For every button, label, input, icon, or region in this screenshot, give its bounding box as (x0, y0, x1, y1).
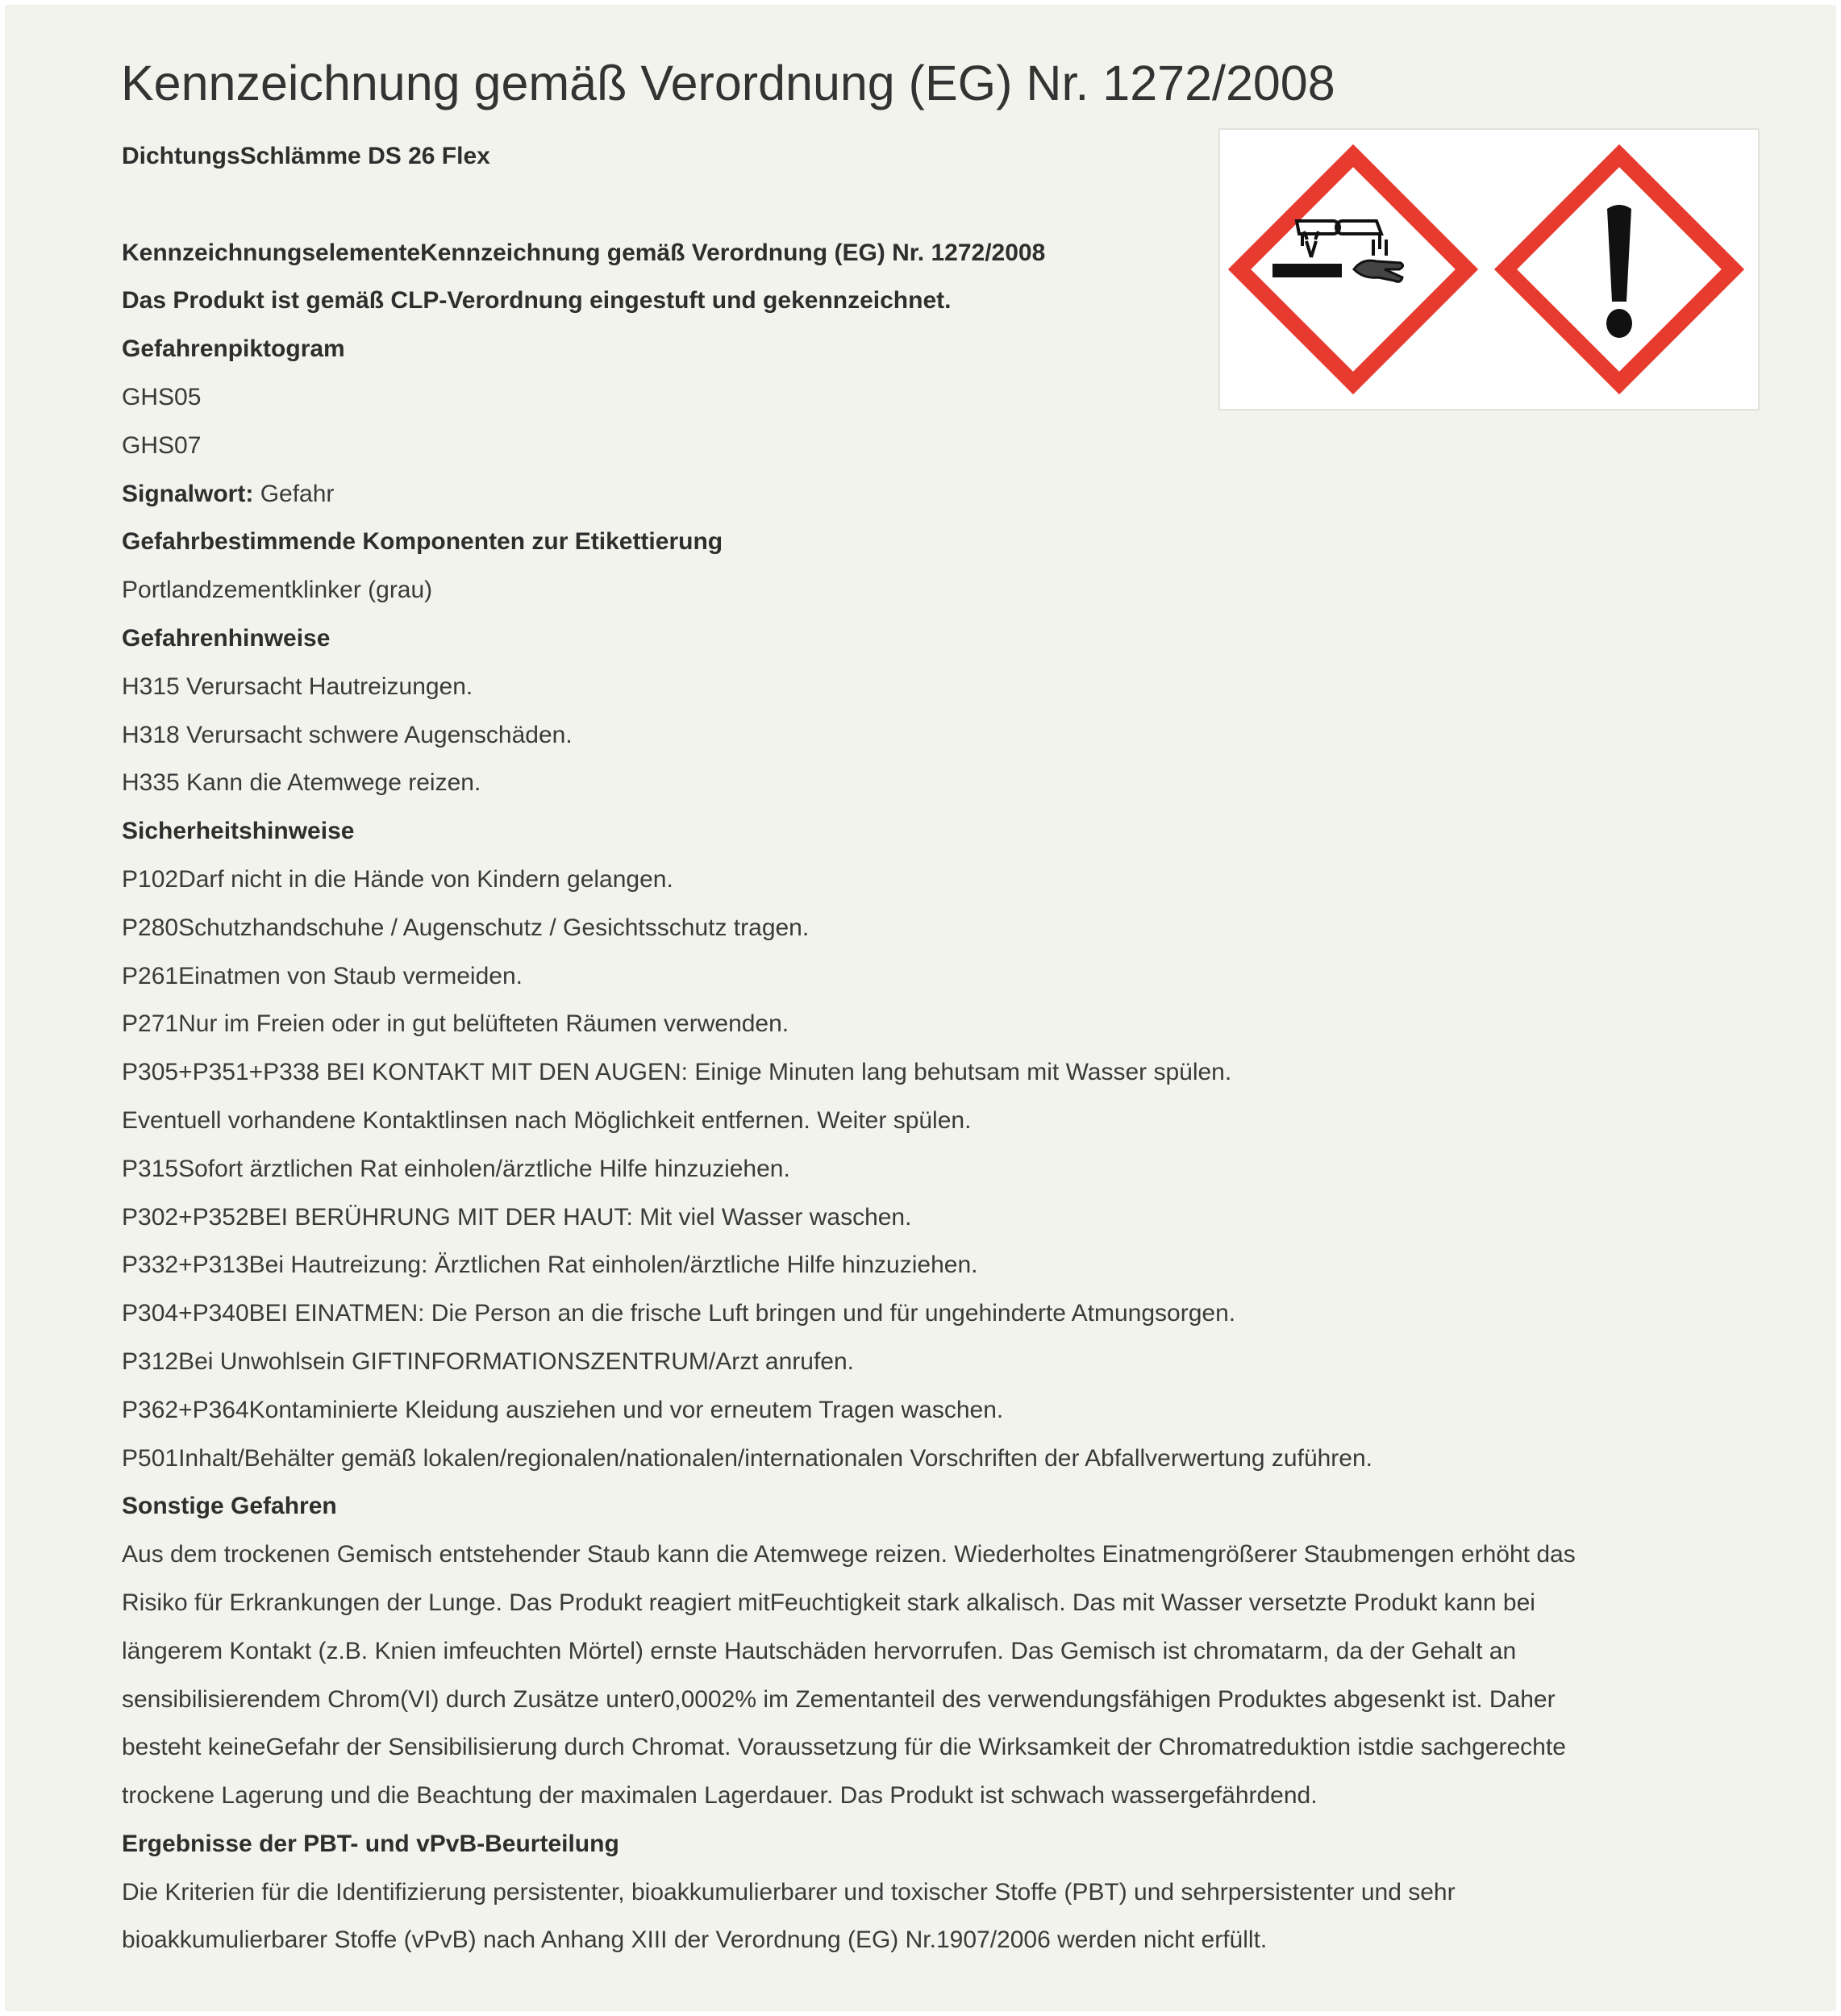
page-title: Kennzeichnung gemäß Verordnung (EG) Nr. 1272/2008 (121, 56, 1335, 110)
precaution-statement: P501Inhalt/Behälter gemäß lokalen/regionalen/nationalen/internationalen Vorschriften der Abfallverwertung zuführen. (122, 1444, 1373, 1472)
pictogram-code: GHS07 (122, 431, 202, 459)
signal-word (122, 470, 1751, 519)
precaution-statement: P302+P352BEI BERÜHRUNG MIT DER HAUT: Mit viel Wasser waschen. (122, 1203, 912, 1231)
other-hazards-text: Aus dem trockenen Gemisch entstehender Staub kann die Atemwege reizen. Wiederholtes Einatmengrößerer Staubmengen erhöht das (122, 1541, 1576, 1568)
pbt-text: Die Kriterien für die Identifizierung persistenter, bioakkumulierbarer und toxischer Stoffe (PBT) und sehrpersistenter und sehr (122, 1878, 1456, 1906)
precaution-statement: P312Bei Unwohlsein GIFTINFORMATIONSZENTRUM/Arzt anrufen. (122, 1347, 854, 1375)
pbt-heading: Ergebnisse der PBT- und vPvB-Beurteilung (122, 1830, 619, 1857)
other-hazards-text: längerem Kontakt (z.B. Knien imfeuchten Mörtel) ernste Hautschäden hervorrufen. Das Gemisch ist chromatarm, da der Gehalt an (122, 1637, 1517, 1664)
precaution-statement: P261Einatmen von Staub vermeiden. (122, 962, 523, 989)
pictogram-code: GHS05 (122, 383, 202, 410)
other-hazards-text: Risiko für Erkrankungen der Lunge. Das Produkt reagiert mitFeuchtigkeit stark alkalisch. Das mit Wasser versetzte Produkt kann bei (122, 1589, 1535, 1616)
hazard-heading: Gefahrenhinweise (122, 624, 331, 652)
components-heading: Gefahrbestimmende Komponenten zur Etikettierung (122, 528, 723, 556)
precaution-statement: P304+P340BEI EINATMEN: Die Person an die frische Luft bringen und für ungehinderte Atmungsorgen. (122, 1300, 1236, 1327)
other-hazards-text: sensibilisierendem Chrom(VI) durch Zusätze unter0,0002% im Zementanteil des verwendungsfähigen Produktes abgesenkt ist. Daher (122, 1685, 1556, 1713)
product-name: DichtungsSchlämme DS 26 Flex (122, 143, 490, 169)
elements-heading: KennzeichnungselementeKennzeichnung gemäß Verordnung (EG) Nr. 1272/2008 (122, 239, 1046, 266)
precaution-statement: P271Nur im Freien oder in gut belüfteten Räumen verwenden. (122, 1010, 789, 1038)
precaution-statement: Eventuell vorhandene Kontaktlinsen nach Möglichkeit entfernen. Weiter spülen. (122, 1106, 972, 1134)
signal-label: Signalwort: (122, 480, 254, 507)
pbt-text: bioakkumulierbarer Stoffe (vPvB) nach Anhang XIII der Verordnung (EG) Nr.1907/2006 werden nicht erfüllt. (122, 1926, 1268, 1954)
signal-value: Gefahr (260, 480, 335, 507)
page (5, 5, 1836, 2011)
pictogram-heading: Gefahrenpiktogram (122, 335, 345, 363)
other-hazards-heading: Sonstige Gefahren (122, 1493, 337, 1520)
other-hazards-text: trockene Lagerung und die Beachtung der maximalen Lagerdauer. Das Produkt ist schwach wassergefährdend. (122, 1782, 1318, 1810)
hazard-statement: H315 Verursacht Hautreizungen. (122, 673, 473, 700)
precaution-heading: Sicherheitshinweise (122, 818, 355, 845)
precaution-statement: P315Sofort ärztlichen Rat einholen/ärztliche Hilfe hinzuziehen. (122, 1155, 790, 1182)
hazard-statement: H318 Verursacht schwere Augenschäden. (122, 721, 573, 748)
component: Portlandzementklinker (grau) (122, 577, 433, 604)
precaution-statement: P280Schutzhandschuhe / Augenschutz / Gesichtsschutz tragen. (122, 914, 810, 941)
hazard-statement: H335 Kann die Atemwege reizen. (122, 769, 481, 797)
precaution-statement: P102Darf nicht in die Hände von Kindern gelangen. (122, 865, 673, 893)
labelling-content (122, 132, 1751, 1964)
other-hazards-text: besteht keineGefahr der Sensibilisierung durch Chromat. Voraussetzung für die Wirksamkeit der Chromatreduktion istdie sachgerechte (122, 1734, 1566, 1761)
clp-statement: Das Produkt ist gemäß CLP-Verordnung eingestuft und gekennzeichnet. (122, 287, 952, 314)
precaution-statement: P362+P364Kontaminierte Kleidung ausziehen und vor erneutem Tragen waschen. (122, 1396, 1004, 1423)
precaution-statement: P332+P313Bei Hautreizung: Ärztlichen Rat einholen/ärztliche Hilfe hinzuziehen. (122, 1252, 978, 1279)
precaution-statement: P305+P351+P338 BEI KONTAKT MIT DEN AUGEN: Einige Minuten lang behutsam mit Wasser spülen. (122, 1059, 1232, 1086)
